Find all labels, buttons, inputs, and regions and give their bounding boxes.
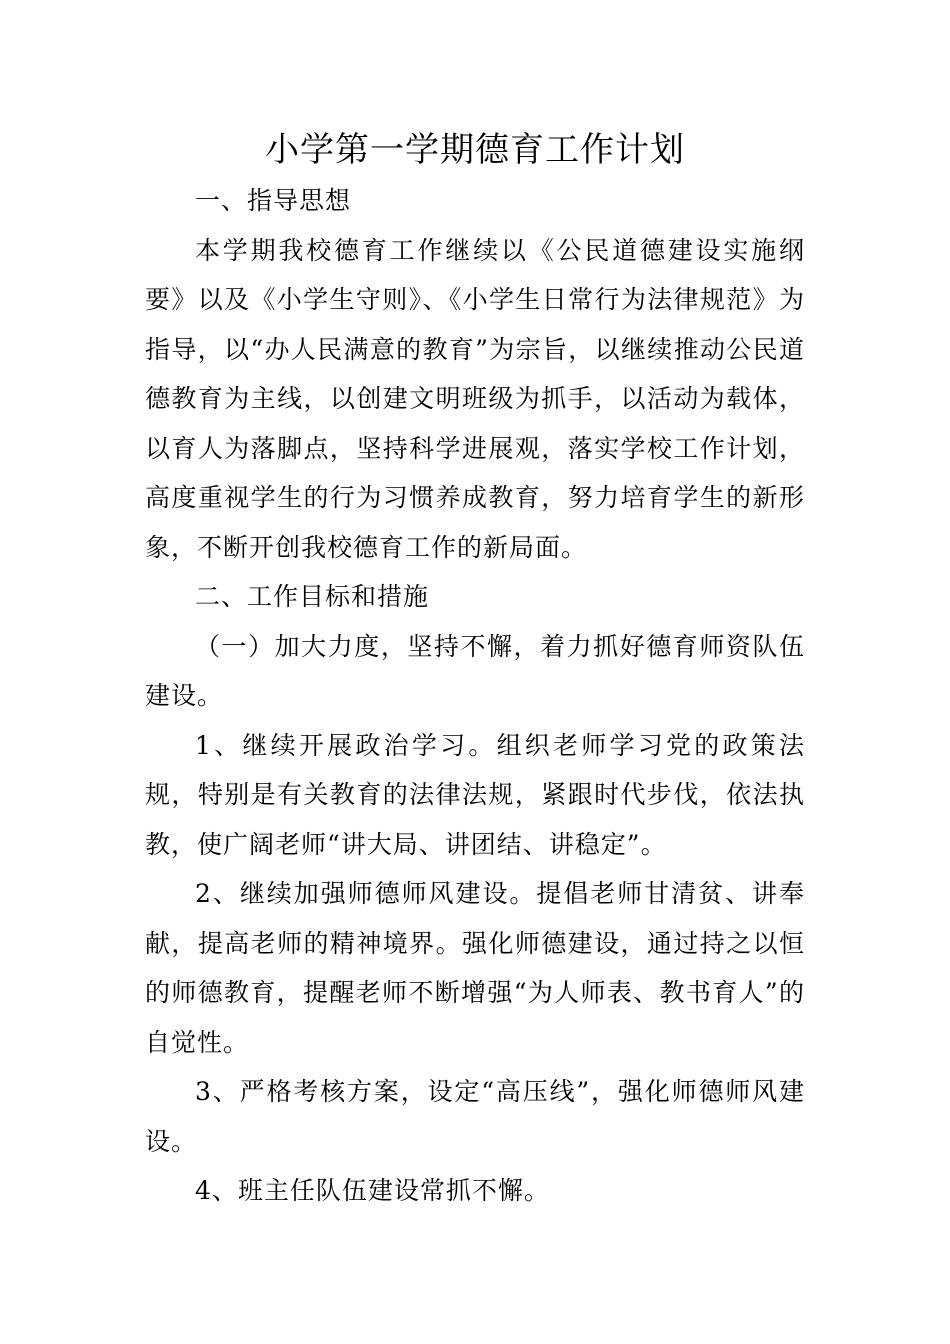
list-item-1: 1、继续开展政治学习。组织老师学习党的政策法规，特别是有关教育的法律法规，紧跟时代步伐，依法执教，使广阔老师“讲大局、讲团结、讲稳定”。	[145, 730, 805, 859]
list-item-3: 3、严格考核方案，设定“高压线”，强化师德师风建设。	[145, 1077, 805, 1156]
paragraph-guiding-thought: 本学期我校德育工作继续以《公民道德建设实施纲要》以及《小学生守则》、《小学生日常行为法律规范》为指导，以“办人民满意的教育”为宗旨，以继续推动公民道德教育为主线，以创建文明班级为抓手，以活动为载体，以育人为落脚点，坚持科学进展观，落实学校工作计划，高度重视学生的行为习惯养成教育，努力培育学生的新形象，不断开创我校德育工作的新局面。	[145, 235, 805, 562]
subheading-teacher-team: （一）加大力度，坚持不懈，着力抓好德育师资队伍建设。	[145, 631, 805, 710]
list-item-2: 2、继续加强师德师风建设。提倡老师甘清贫、讲奉献，提高老师的精神境界。强化师德建设，通过持之以恒的师德教育，提醒老师不断增强“为人师表、教书育人”的自觉性。	[145, 879, 805, 1057]
document-body	[145, 176, 805, 1216]
section-heading-guiding-thought: 一、指导思想	[195, 186, 352, 215]
section-heading-goals-measures: 二、工作目标和措施	[195, 582, 430, 611]
document-title: 小学第一学期德育工作计划	[265, 130, 685, 170]
list-item-4: 4、班主任队伍建设常抓不懈。	[195, 1176, 550, 1205]
